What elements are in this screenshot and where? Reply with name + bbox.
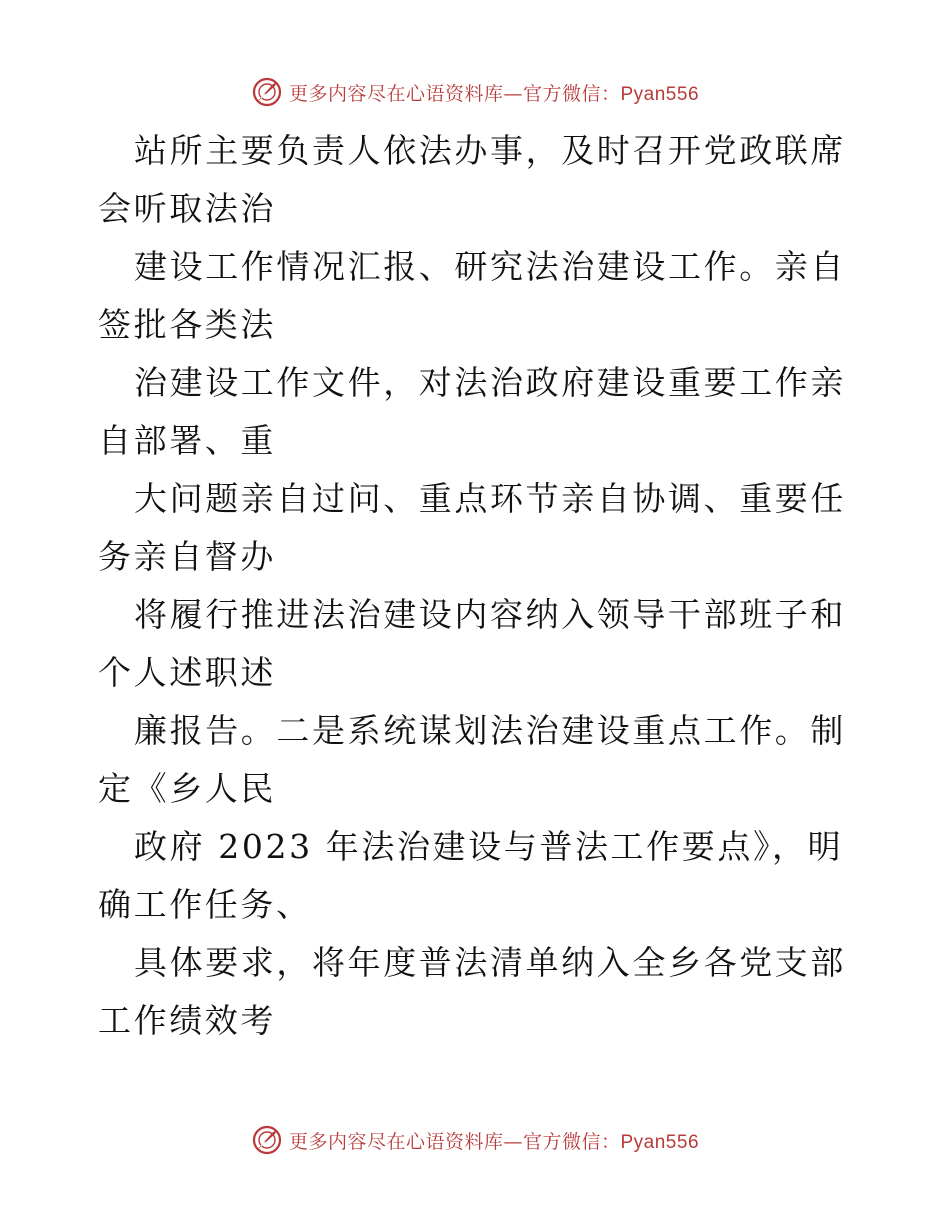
paragraph: 治建设工作文件，对法治政府建设重要工作亲自部署、重 bbox=[98, 363, 846, 460]
paragraph: 站所主要负责人依法办事，及时召开党政联席会听取法治 bbox=[98, 131, 846, 228]
paragraph: 具体要求，将年度普法清单纳入全乡各党支部工作绩效考 bbox=[98, 943, 846, 1040]
footer-banner-text: 更多内容尽在心语资料库—官方微信：Pyan556 bbox=[288, 1130, 700, 1153]
quill-pen-logo-icon bbox=[251, 76, 283, 108]
paragraph: 政府 2023 年法治建设与普法工作要点》，明确工作任务、 bbox=[98, 827, 844, 924]
footer-wechat-id: Pyan556 bbox=[620, 1131, 700, 1153]
document-body bbox=[98, 122, 858, 1050]
header-banner-text: 更多内容尽在心语资料库—官方微信：Pyan556 bbox=[288, 82, 700, 105]
footer-banner bbox=[0, 1120, 950, 1160]
header-banner bbox=[0, 72, 950, 112]
quill-pen-logo-icon bbox=[251, 1124, 283, 1156]
paragraph: 将履行推进法治建设内容纳入领导干部班子和个人述职述 bbox=[98, 595, 846, 692]
header-wechat-id: Pyan556 bbox=[620, 83, 700, 105]
paragraph: 大问题亲自过问、重点环节亲自协调、重要任务亲自督办 bbox=[98, 479, 846, 576]
paragraph: 建设工作情况汇报、研究法治建设工作。亲自签批各类法 bbox=[98, 247, 846, 344]
paragraph: 廉报告。二是系统谋划法治建设重点工作。制定《乡人民 bbox=[98, 711, 846, 808]
